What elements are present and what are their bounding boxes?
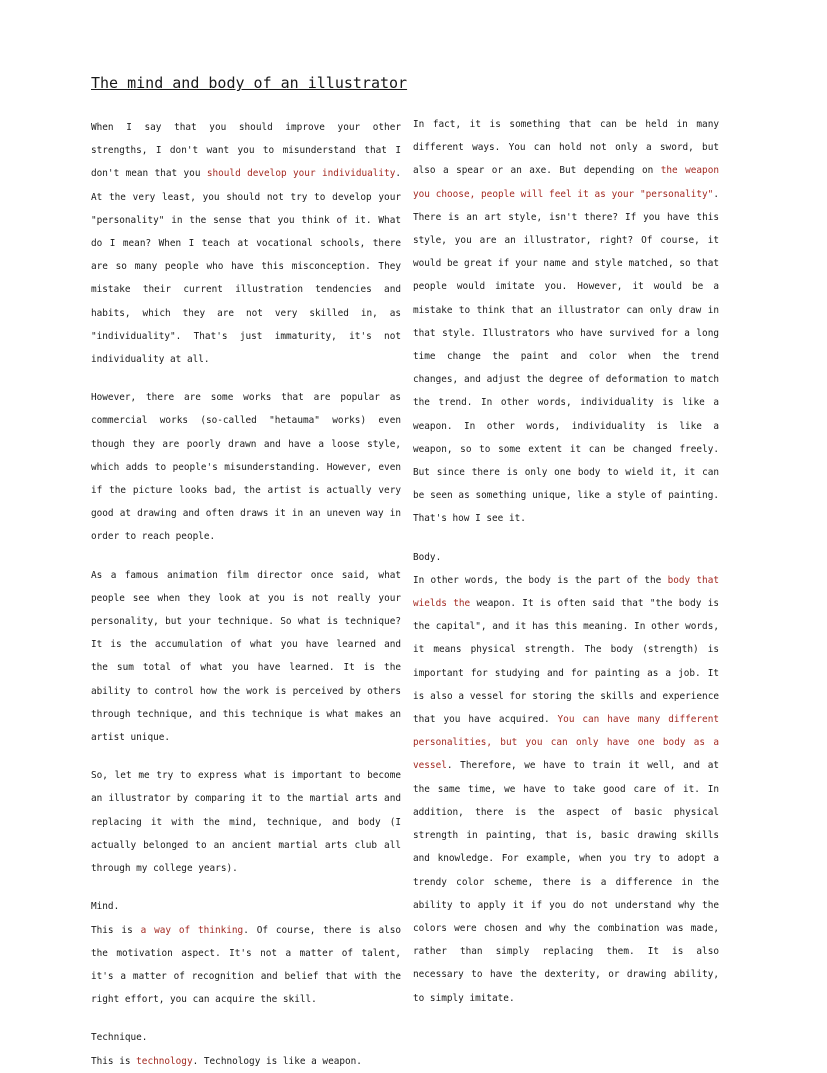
paragraph-technique-intro: As a famous animation film director once said, what people see when they look at you is not really your personality, but your technique. So what is technique? It is the accumulation of what you have learned and the sum total of what you have learned. It is the ability to control how the work is perceived by others through technique, and this technique is what makes an artist unique. (91, 569, 401, 744)
paragraph-mind (91, 919, 401, 1012)
text-run: . Of course, there is also the motivation aspect. It's not a matter of talent, it's a matter of recognition and belief that with the right effort, you can acquire the skill. (91, 924, 402, 1006)
text-run: . Therefore, we have to train it well, and at the same time, we have to take good care of it. In addition, there is the aspect of basic physical strength in painting, that is, basic drawing skills and knowledge. For example, when you try to adopt a trendy color scheme, there is a difference in the ability to apply it if you do not understand why the colors were chosen and why the combination was made, rather than simply replacing them. It is also necessary to have the dexterity, or drawing ability, to simply imitate. (413, 760, 719, 1004)
left-column (91, 116, 401, 1073)
highlight-text: body that wields the (413, 574, 719, 610)
text-run: When I say that you should improve your other strengths, I don't want you to misunderstand that I don't mean that you (91, 122, 401, 180)
paragraph-martial-arts: So, let me try to express what is important to become an illustrator by comparing it to the martial arts and replacing it with the mind, technique, and body (I actually belonged to an ancient martial arts club all through my college years). (91, 770, 401, 875)
right-column (413, 113, 719, 1010)
text-run: . At the very least, you should not try to develop your "personality" in the sense that you think of it. What do I mean? When I teach at vocational schools, there are so many people who have this misconception. They mistake their current illustration tendencies and habits, which they are not very skilled in, as "individuality". That's just immaturity, it's not individuality at all. (91, 168, 401, 366)
text-run: In fact, it is something that can be held in many different ways. You can hold not only a sword, but also a spear or an axe. But depending on (413, 119, 719, 177)
highlight-text: the weapon you choose, people will feel it as your "personality" (413, 165, 719, 200)
section-heading-mind: Mind. (91, 901, 120, 913)
text-run: This is (91, 924, 141, 936)
highlight-text: a way of thinking (140, 924, 244, 936)
text-run: . There is an art style, isn't there? If you have this style, you are an illustrator, right? Of course, it would be great if your name and style matched, so that people would imitate you. However, it would be a mistake to think that an illustrator can only draw in that style. Illustrators who have survived for a long time change the paint and color when the trend changes, and adjust the degree of deformation to match the trend. In other words, individuality is like a weapon. In other words, individuality is like a weapon, so to some extent it can be changed freely. But since there is only one body to wield it, it can be seen as something unique, like a style of painting. That's how I see it. (413, 188, 719, 525)
highlight-text: technology (136, 1055, 193, 1067)
section-heading-technique: Technique. (91, 1032, 148, 1044)
highlight-text: You can have many different personalities, but you can only have one body as a vessel (413, 714, 719, 772)
text-run: In other words, the body is the part of the (413, 574, 668, 586)
paragraph-individuality (91, 116, 401, 371)
text-run: This is (91, 1055, 137, 1067)
section-heading-body: Body. (413, 551, 442, 563)
paragraph-body (413, 569, 719, 1010)
page-title: The mind and body of an illustrator (91, 74, 408, 92)
highlight-text: should develop your individuality (206, 168, 396, 180)
paragraph-weapon (413, 113, 719, 531)
text-run: . Technology is like a weapon. (192, 1055, 362, 1067)
paragraph-hetauma: However, there are some works that are popular as commercial works (so-called "hetauma" works) even though they are poorly drawn and have a loose style, which adds to people's misunderstanding. However, even if the picture looks bad, the artist is actually very good at drawing and often draws it in an uneven way in order to reach people. (91, 392, 401, 543)
paragraph-technique (91, 1050, 401, 1073)
text-run: weapon. It is often said that "the body is the capital", and it has this meaning. In other words, it means physical strength. The body (strength) is important for studying and for painting as a job. It is also a vessel for storing the skills and experience that you have acquired. (413, 598, 720, 726)
